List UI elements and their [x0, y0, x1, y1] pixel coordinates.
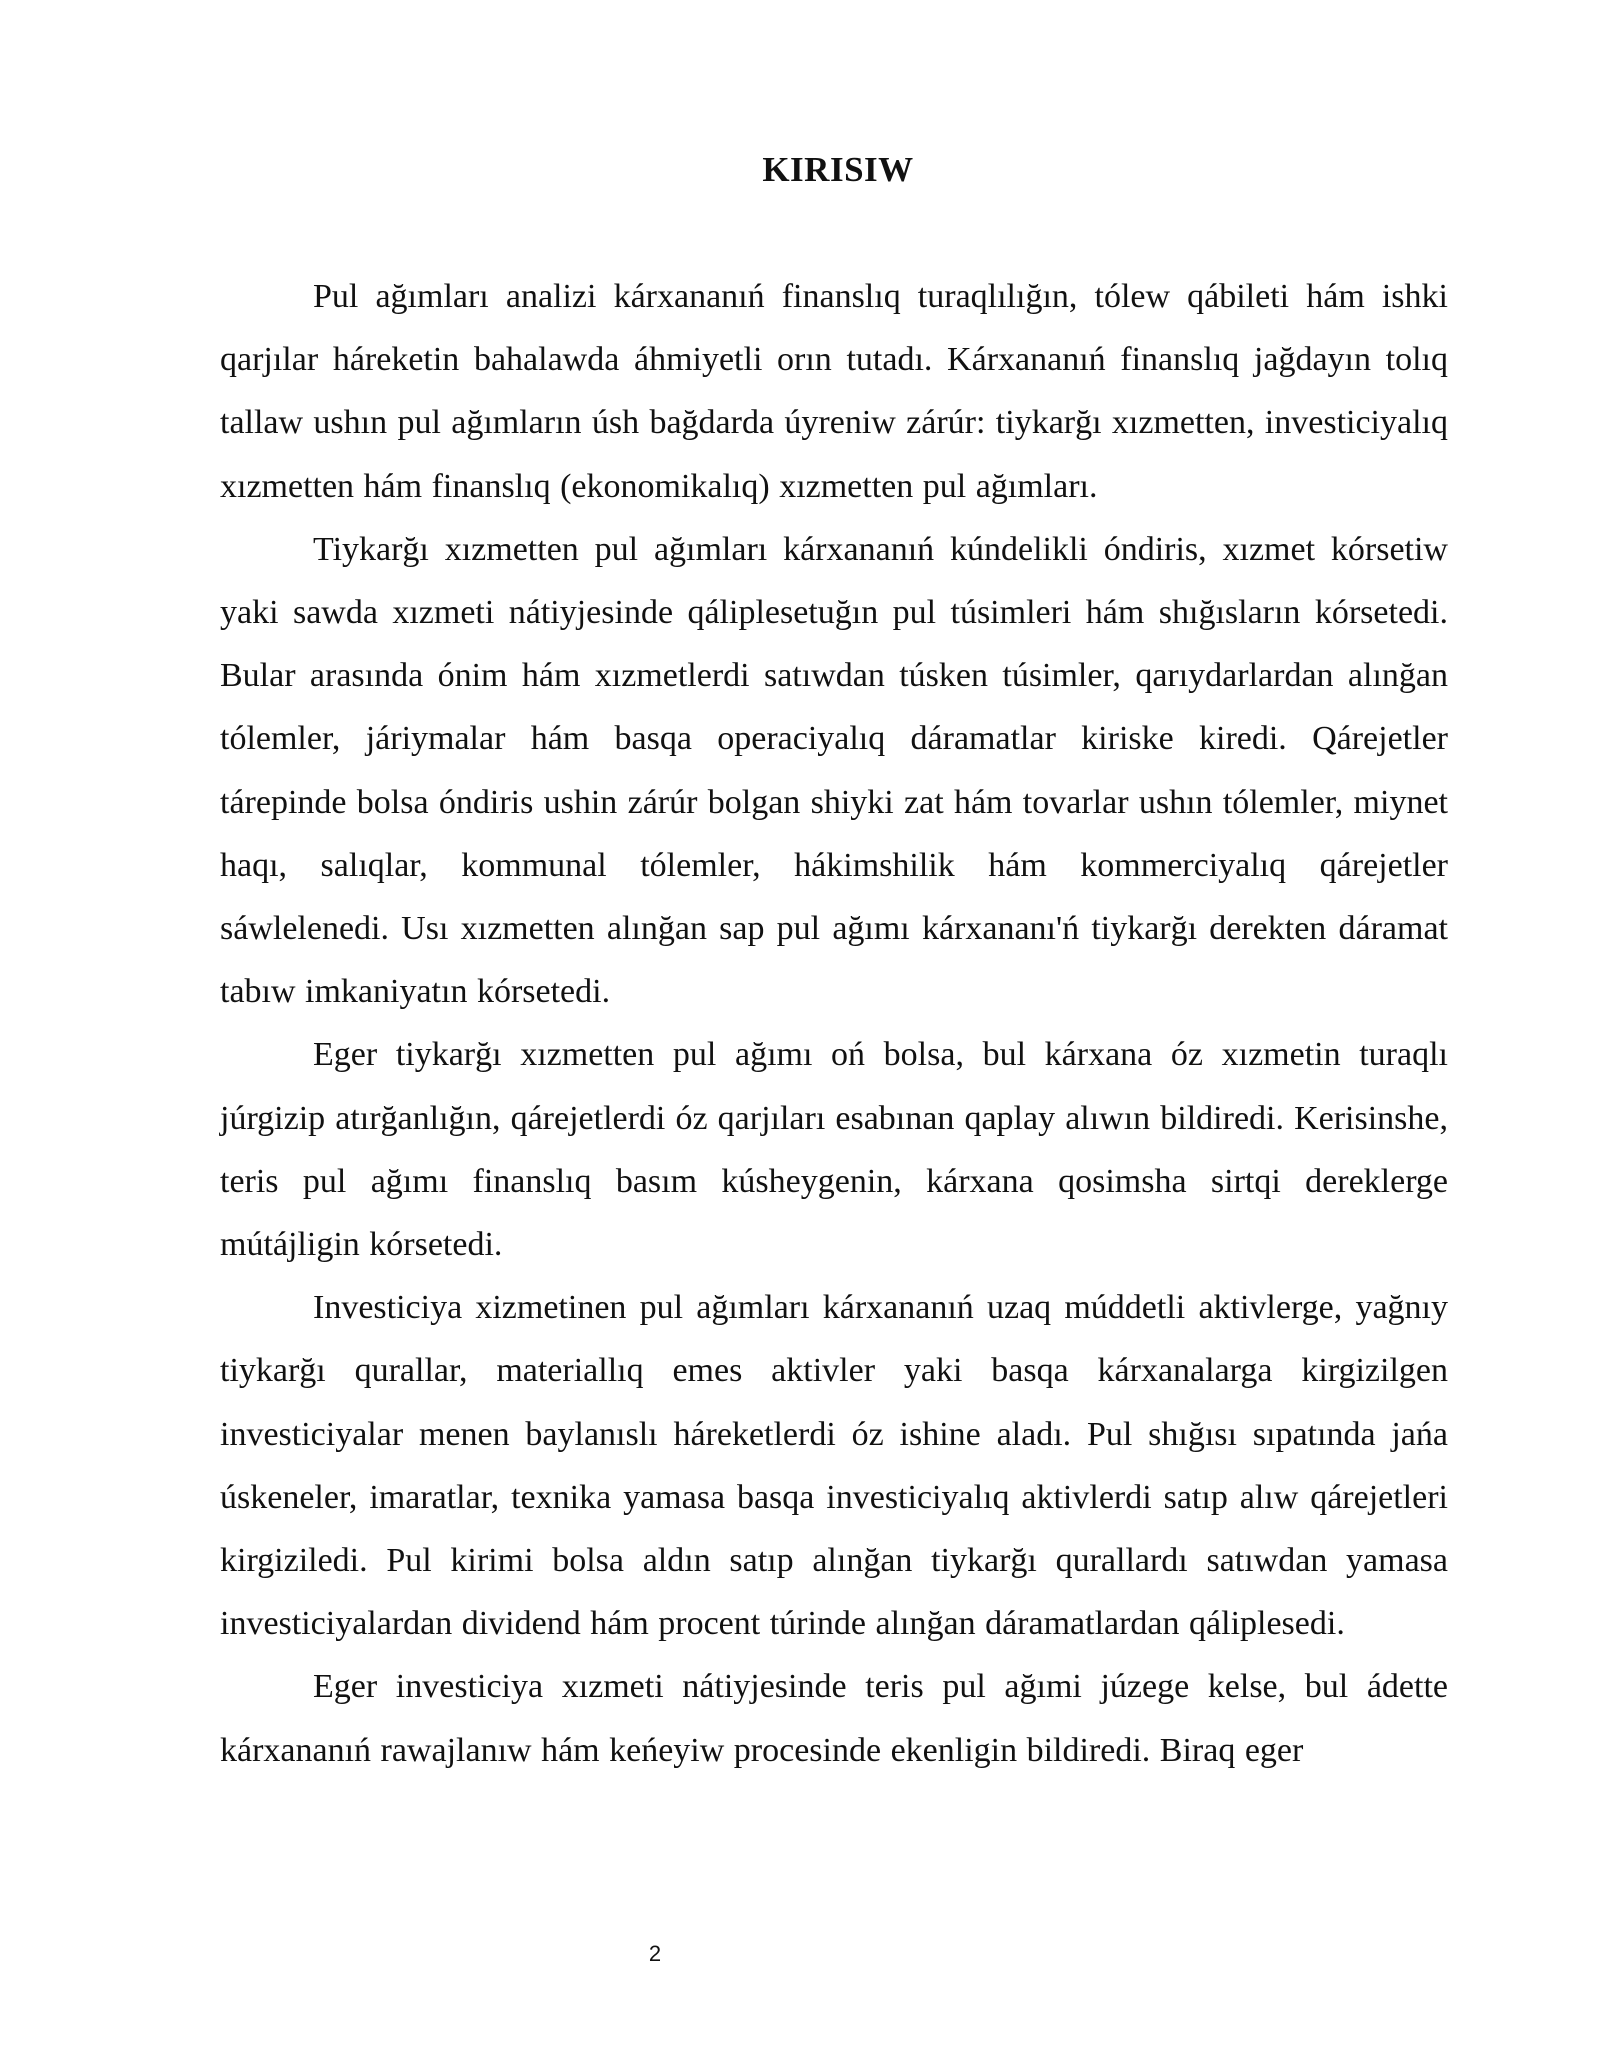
paragraph-1: Pul ağımları analizi kárxananıń finanslıq turaqlılığın, tólew qábileti hám ishki qarjılar háreketin bahalawda áhmiyetli orın tutadı. Kárxananıń finanslıq jağdayın tolıq tallaw ushın pul ağımların úsh bağdarda úyreniw zárúr: tiykarğı xızmetten, investiciyalıq xızmetten hám finanslıq (ekonomikalıq) xızmetten pul ağımları. — [220, 278, 1448, 505]
paragraph-2: Tiykarğı xızmetten pul ağımları kárxananıń kúndelikli óndiris, xızmet kórsetiw yaki sawda xızmeti nátiyjesinde qáliplesetuğın pul túsimleri hám shığısların kórsetedi. Bular arasında ónim hám xızmetlerdi satıwdan túsken túsimler, qarıydarlardan alınğan tólemler, járiymalar hám basqa operaciyalıq dáramatlar kiriske kiredi. Qárejetler tárepinde bolsa óndiris ushin zárúr bolgan shiyki zat hám tovarlar ushın tólemler, miynet haqı, salıqlar, kommunal tólemler, hákimshilik hám kommerciyalıq qárejetler sáwlelenedi. Usı xızmetten alınğan sap pul ağımı kárxananı'ń tiykarğı derekten dáramat tabıw imkaniyatın kórsetedi. — [220, 530, 1448, 1011]
paragraph-4: Investiciya xizmetinen pul ağımları kárxananıń uzaq múddetli aktivlerge, yağnıy tiykarğı qurallar, materiallıq emes aktivler yaki basqa kárxanalarga kirgizilgen investiciyalar menen baylanıslı háreketlerdi óz ishine aladı. Pul shığısı sıpatında jańa úskeneler, imaratlar, texnika yamasa basqa investiciyalıq aktivlerdi satıp alıw qárejetleri kirgiziledi. Pul kirimi bolsa aldın satıp alınğan tiykarğı qurallardı satıwdan yamasa investiciyalardan dividend hám procent túrinde alınğan dáramatlardan qáliplesedi. — [220, 1289, 1448, 1643]
body-text — [220, 265, 1448, 1782]
page-number: 2 — [648, 1941, 662, 1966]
paragraph-5: Eger investiciya xızmeti nátiyjesinde teris pul ağımi júzege kelse, bul ádette kárxananıń rawajlanıw hám keńeyiw procesinde ekenligin bildiredi. Biraq eger — [220, 1668, 1448, 1769]
paragraph-3: Eger tiykarğı xızmetten pul ağımı oń bolsa, bul kárxana óz xızmetin turaqlı júrgizip atırğanlığın, qárejetlerdi óz qarjıları esabınan qaplay alıwın bildiredi. Kerisinshe, teris pul ağımı finanslıq basım kúsheygenin, kárxana qosimsha sirtqi dereklerge mútájligin kórsetedi. — [220, 1036, 1448, 1264]
section-title: KIRISIW — [762, 150, 914, 189]
